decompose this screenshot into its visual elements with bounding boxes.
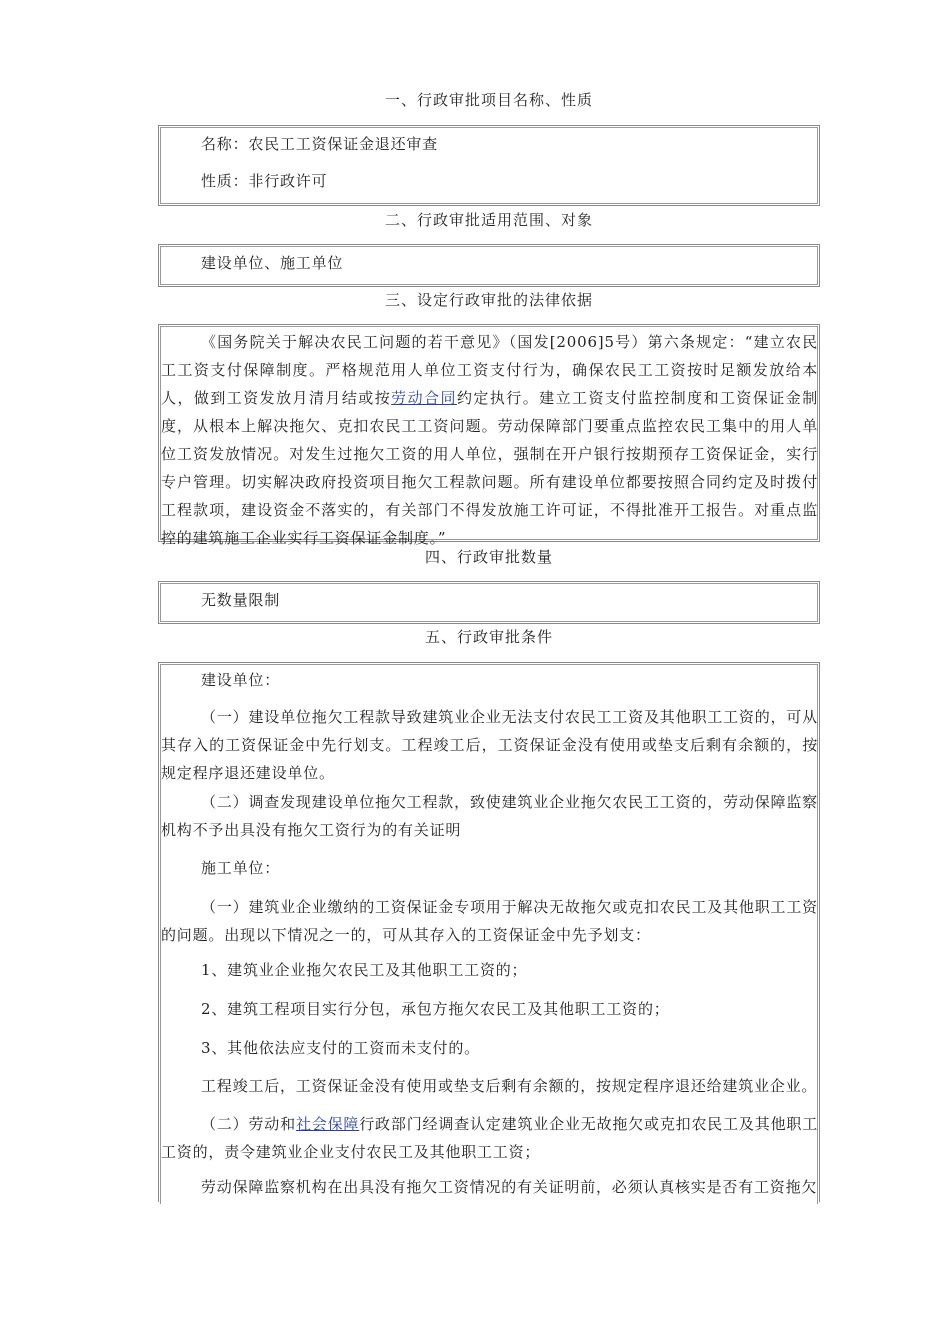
completion-text: 工程竣工后，工资保证金没有使用或垫支后剩有余额的，按规定程序退还给建筑业企业。: [201, 1077, 818, 1095]
labor-contract-link[interactable]: 劳动合同: [391, 389, 457, 407]
section-box-conditions: [158, 662, 820, 1202]
quantity-text: 无数量限制: [201, 591, 281, 609]
section-heading-5: 五、行政审批条件: [424, 628, 553, 646]
builder-condition-1: （一）建设单位拖欠工程款导致建筑业企业无法支付农民工工资及其他职工工资的，可从其存入的工资保证金中先行划支。工程竣工后，工资保证金没有使用或垫支后剩有余额的，按规定程序退还建设单位。: [161, 708, 818, 782]
contractor-condition-2: [159, 1110, 819, 1166]
legal-basis-part-2: 约定执行。建立工资支付监控制度和工资保证金制度，从根本上解决拖欠、克扣农民工工资问题。劳动保障部门要重点监控农民工集中的用人单位工资发放情况。对发生过拖欠工资的用人单位，强制在开户银行按期预存工资保证金，实行专户管理。切实解决政府投资项目拖欠工程款问题。所有建设单位都要按照合同约定及时拨付工程款项，建设资金不落实的，有关部门不得发放施工许可证，不得批准开工报告。对重点监控的建筑施工企业实行工资保证金制度。”: [161, 389, 818, 547]
section-heading-1: 一、行政审批项目名称、性质: [384, 91, 593, 109]
builder-condition-2: （二）调查发现建设单位拖欠工程款，致使建筑业企业拖欠农民工工资的，劳动保障监察机构不予出具没有拖欠工资行为的有关证明: [161, 793, 818, 839]
legal-basis-text: [159, 328, 819, 552]
social-security-link[interactable]: 社会保障: [295, 1115, 360, 1133]
section-box-scope: [158, 244, 820, 287]
section-box-quantity: [158, 581, 820, 624]
contractor-condition-2-post: 行政部门经调查认定建筑业企业无故拖欠或克扣农民工及其他职工工资的，责令建筑业企业支付农民工及其他职工工资；: [161, 1115, 819, 1161]
list-item-2: 2、建筑工程项目实行分包，承包方拖欠农民工及其他职工工资的；: [201, 1000, 670, 1018]
item-nature: 性质：非行政许可: [201, 172, 328, 190]
section-box-name-nature: [158, 125, 820, 206]
list-item-3: 3、其他依法应支付的工资而未支付的。: [201, 1039, 480, 1057]
builder-label: 建设单位：: [201, 671, 281, 689]
scope-text: 建设单位、施工单位: [201, 254, 344, 272]
section-heading-4: 四、行政审批数量: [424, 548, 553, 566]
section-heading-2: 二、行政审批适用范围、对象: [384, 211, 593, 229]
legal-basis-part-1: 《国务院关于解决农民工问题的若干意见》（国发[2006]5号）第六条规定：“建立农民工工资支付保障制度。严格规范用人单位工资支付行为，确保农民工工资按时足额发放给本人，做到工资发放月清月结或按: [161, 333, 818, 407]
section-box-legal-basis: [158, 324, 820, 547]
section-heading-3: 三、设定行政审批的法律依据: [384, 291, 593, 309]
item-name: 名称：农民工工资保证金退还审查: [201, 135, 439, 153]
contractor-condition-1: （一）建筑业企业缴纳的工资保证金专项用于解决无故拖欠或克扣农民工及其他职工工资的问题。出现以下情况之一的，可从其存入的工资保证金中先予划支：: [161, 898, 818, 944]
list-item-1: 1、建筑业企业拖欠农民工及其他职工工资的；: [201, 961, 528, 979]
supervision-text: 劳动保障监察机构在出具没有拖欠工资情况的有关证明前，必须认真核实是否有工资拖欠: [201, 1178, 818, 1196]
contractor-label: 施工单位：: [201, 859, 281, 877]
contractor-condition-2-pre: （二）劳动和: [201, 1115, 296, 1133]
